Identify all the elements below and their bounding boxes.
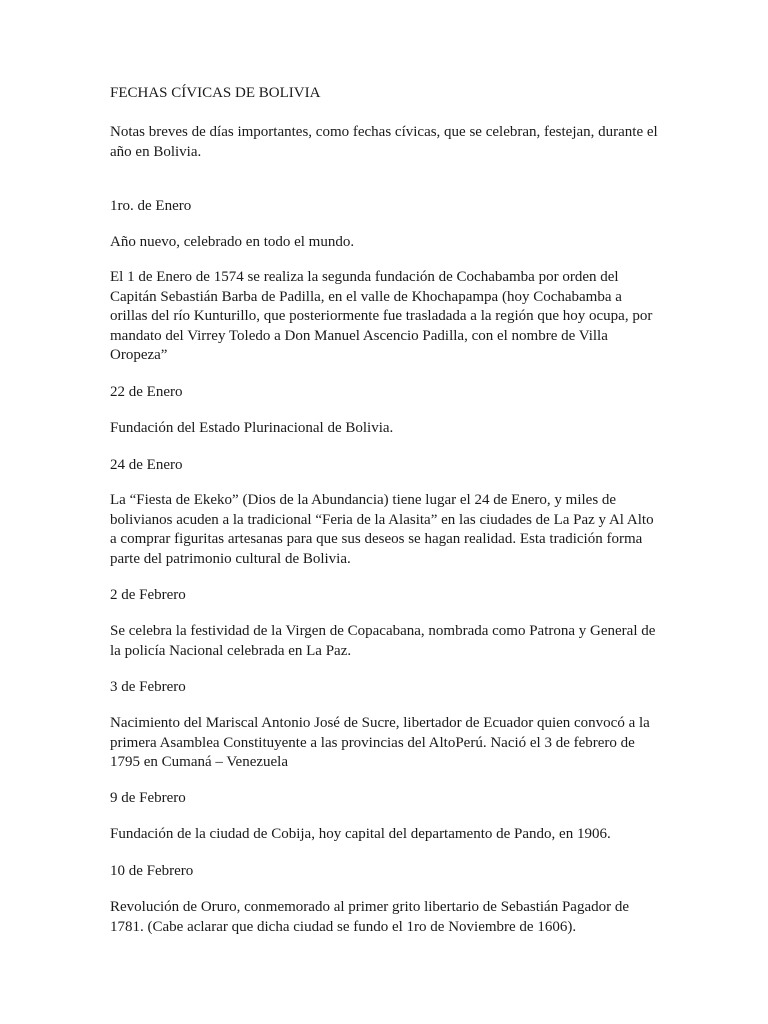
entry-text-feb-3: Nacimiento del Mariscal Antonio José de Sucre, libertador de Ecuador quien convocó a la primera Asamblea Constituyente a las provincias del AltoPerú. Nació el 3 de febrero de 1795 en Cumaná – Venezuela xyxy=(110,715,650,770)
entry-date-feb-10: 10 de Febrero xyxy=(110,863,194,879)
intro-paragraph: Notas breves de días importantes, como fechas cívicas, que se celebran, festejan, durante el año en Bolivia. xyxy=(110,124,658,160)
entry-text-jan-1-b: El 1 de Enero de 1574 se realiza la segunda fundación de Cochabamba por orden del Capitán Sebastián Barba de Padilla, en el valle de Khochapampa (hoy Cochabamba a orillas del río Kunturillo, que posteriormente fue trasladada a la región que hoy ocupa, por mandato del Virrey Toledo a Don Manuel Ascencio Padilla, con el nombre de Villa Oropeza” xyxy=(110,269,653,363)
entry-date-feb-2: 2 de Febrero xyxy=(110,587,186,603)
entry-text-feb-9: Fundación de la ciudad de Cobija, hoy capital del departamento de Pando, en 1906. xyxy=(110,826,611,842)
entry-text-jan-24: La “Fiesta de Ekeko” (Dios de la Abundancia) tiene lugar el 24 de Enero, y miles de bolivianos acuden a la tradicional “Feria de la Alasita” en las ciudades de La Paz y Al Alto a comprar figuritas artesanas para que sus deseos se hagan realidad. Esta tradición forma parte del patrimonio cultural de Bolivia. xyxy=(110,492,654,567)
entry-date-jan-22: 22 de Enero xyxy=(110,384,183,400)
entry-text-jan-1-a: Año nuevo, celebrado en todo el mundo. xyxy=(110,234,355,250)
entry-date-jan-24: 24 de Enero xyxy=(110,457,183,473)
entry-date-feb-3: 3 de Febrero xyxy=(110,679,186,695)
entry-date-jan-1: 1ro. de Enero xyxy=(110,198,192,214)
entry-text-feb-2: Se celebra la festividad de la Virgen de Copacabana, nombrada como Patrona y General de la policía Nacional celebrada en La Paz. xyxy=(110,623,656,659)
document-title: FECHAS CÍVICAS DE BOLIVIA xyxy=(110,85,321,101)
entry-date-feb-9: 9 de Febrero xyxy=(110,790,186,806)
entry-text-jan-22: Fundación del Estado Plurinacional de Bolivia. xyxy=(110,420,394,436)
entry-text-feb-10: Revolución de Oruro, conmemorado al primer grito libertario de Sebastián Pagador de 1781. (Cabe aclarar que dicha ciudad se fundo el 1ro de Noviembre de 1606). xyxy=(110,899,630,935)
